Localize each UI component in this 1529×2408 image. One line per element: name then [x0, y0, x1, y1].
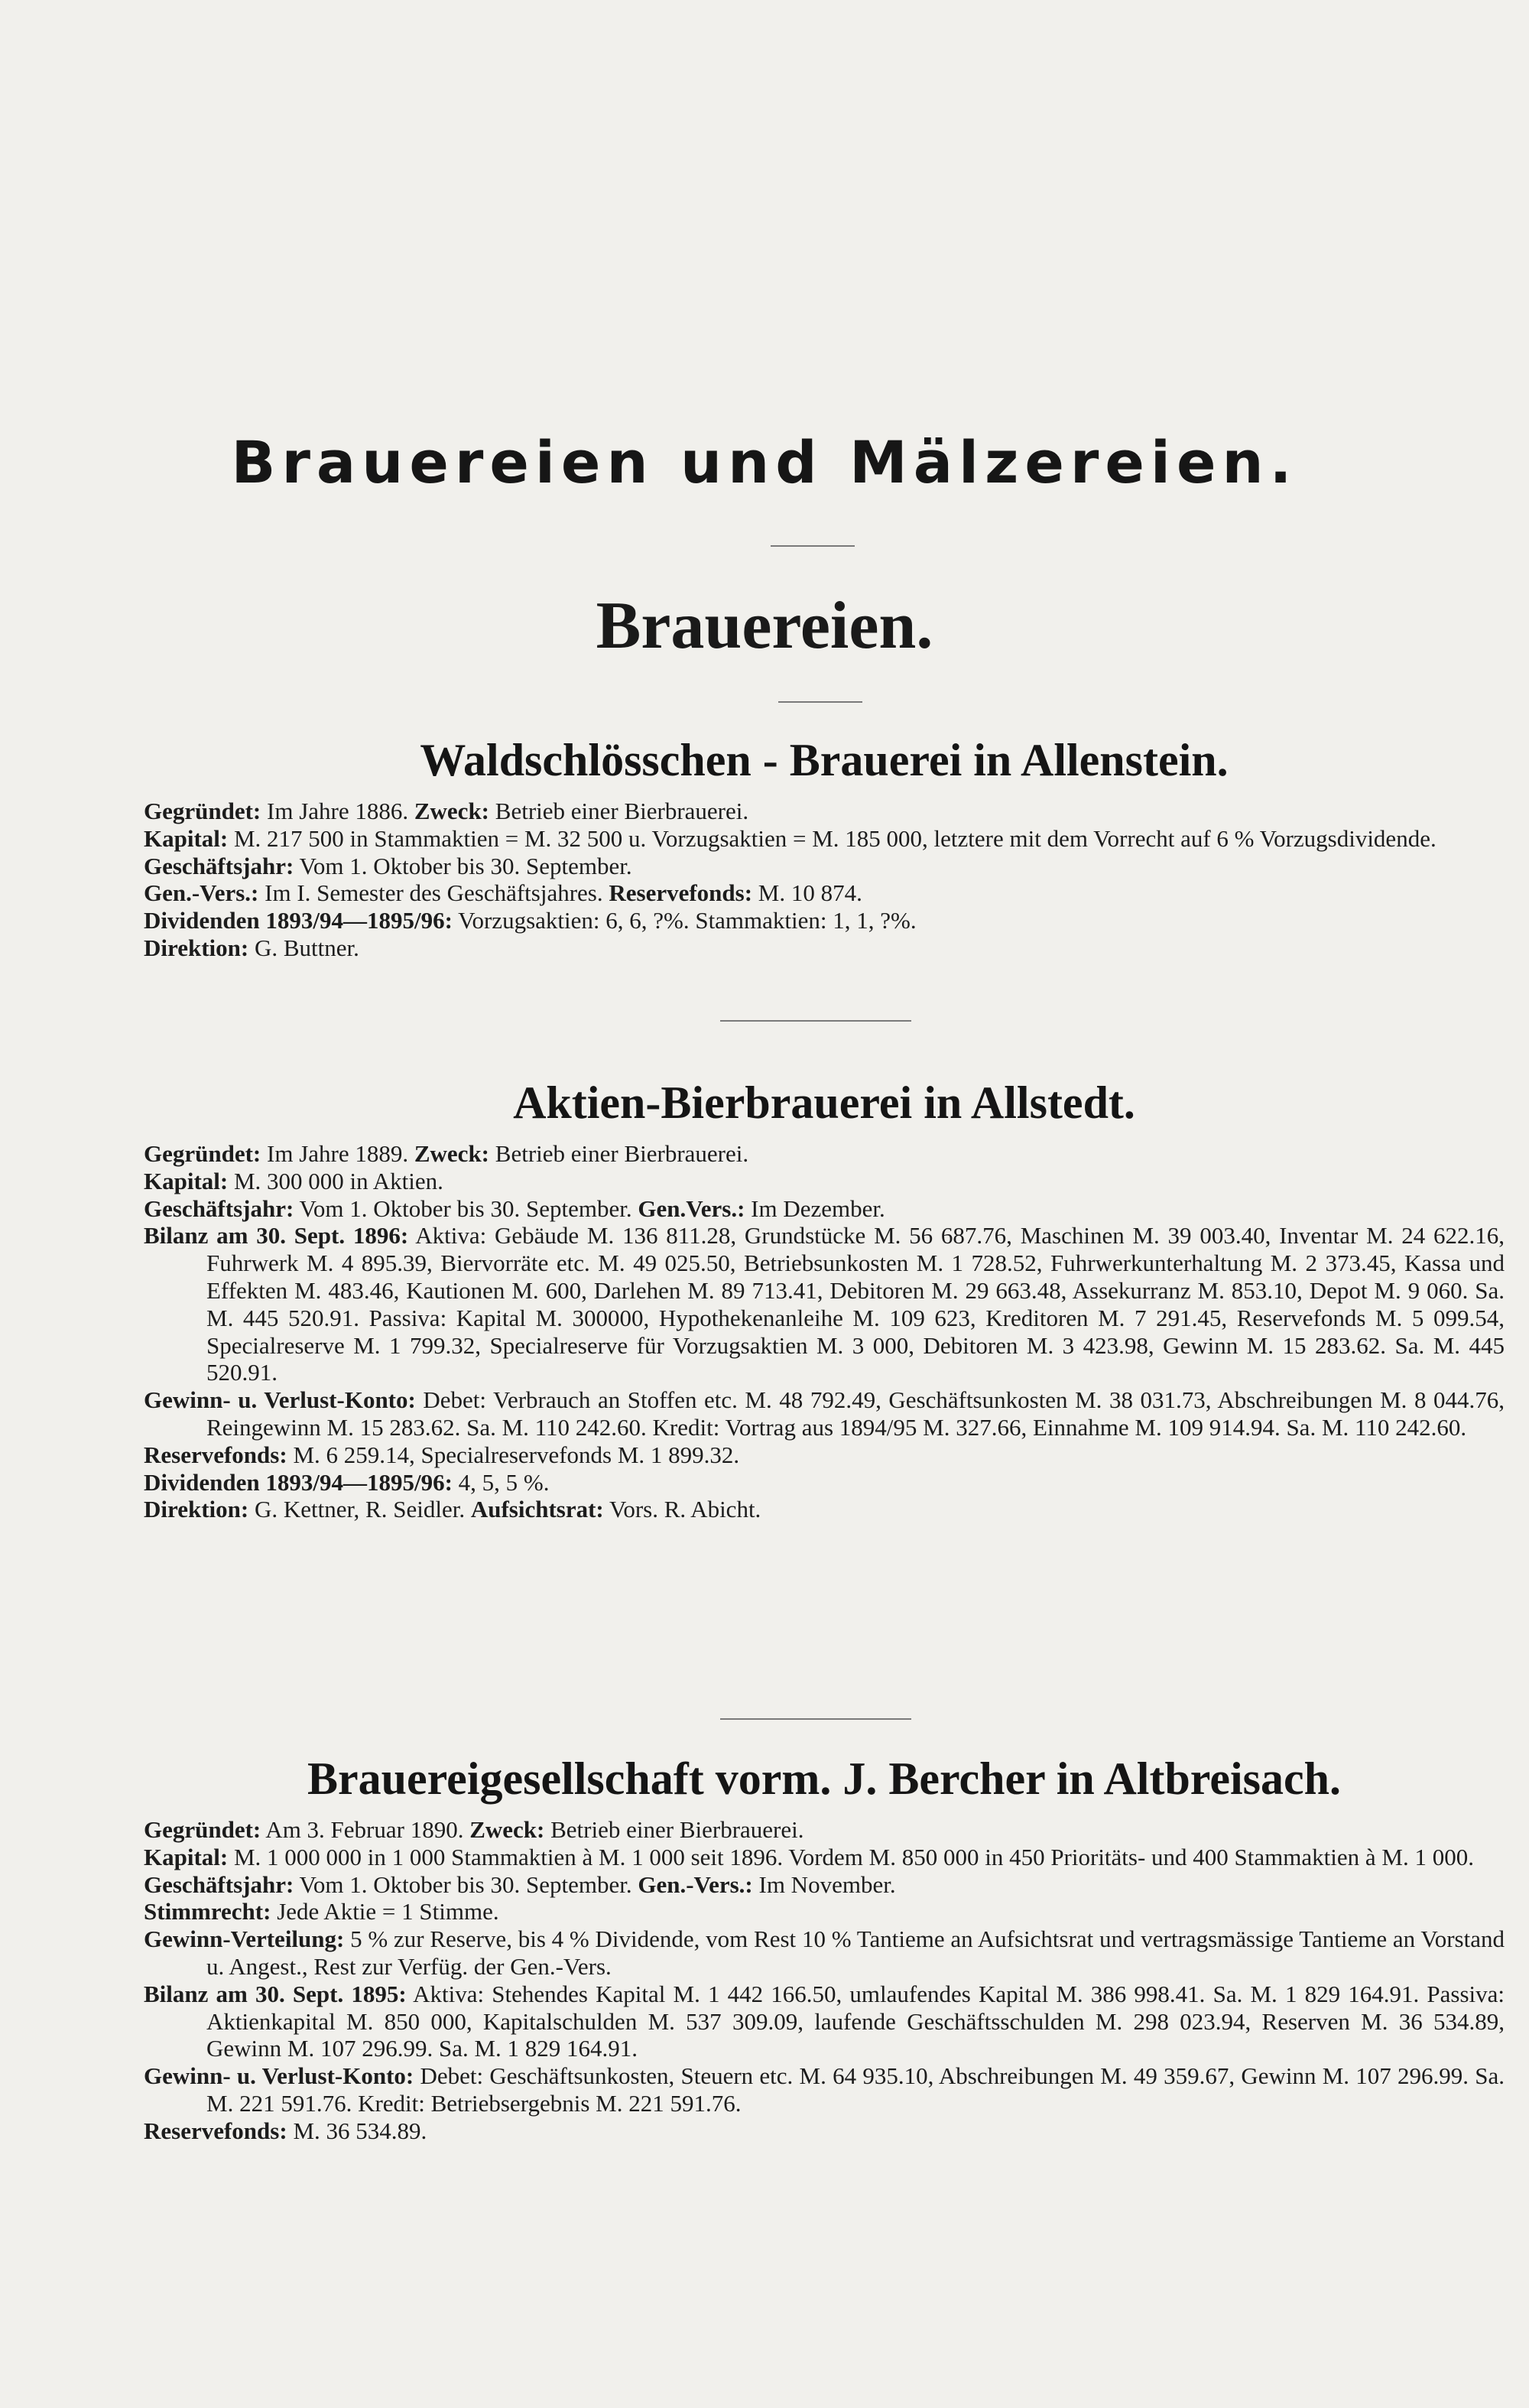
section-divider [720, 1718, 911, 1720]
entry-label: Direktion: [144, 934, 249, 961]
entry-label: Kapital: [144, 1167, 229, 1194]
entry-label: Geschäftsjahr: [144, 852, 294, 879]
entry-label: Stimmrecht: [144, 1898, 271, 1925]
company-title: Aktien-Bierbrauerei in Allstedt. [513, 1077, 1135, 1128]
entry-label: Bilanz am 30. Sept. 1896: [144, 1222, 409, 1249]
entry-paragraph [144, 2062, 1505, 2117]
entry-paragraph [144, 1195, 1505, 1223]
entry-paragraph [144, 1386, 1505, 1441]
company-section [144, 734, 1505, 962]
entry-paragraph [144, 1496, 1505, 1523]
entry-text: 4, 5, 5 %. [452, 1468, 550, 1496]
entry-label: Kapital: [144, 824, 229, 852]
entry-text: Vors. R. Abicht. [603, 1496, 761, 1523]
entry-text: Jede Aktie = 1 Stimme. [271, 1898, 499, 1925]
entry-label: Gen.-Vers.: [638, 1870, 753, 1898]
entry-paragraph [144, 2117, 1505, 2145]
entry-text: M. 6 259.14, Specialreservefonds M. 1 899.32. [287, 1441, 740, 1468]
entry-text: Debet: Verbrauch an Stoffen etc. M. 48 792.49, Geschäftsunkosten M. 38 031.73, Abschreibungen M. 8 044.76, Reingewinn M. 15 283.62. Sa. M. 110 242.60. Kredit: Vortrag aus 1894/95 M. 327.66, Einnahme M. 109 914.94. Sa. M. 110 242.60. [206, 1386, 1505, 1441]
entry-label: Gewinn-Verteilung: [144, 1925, 345, 1953]
entry-paragraph [144, 825, 1505, 853]
title-divider [771, 545, 855, 547]
entry-text: Betrieb einer Bierbrauerei. [489, 1140, 749, 1167]
entry-paragraph [144, 1816, 1505, 1844]
entry-label: Gegründet: [144, 1816, 261, 1843]
entries-list [144, 798, 1505, 962]
entry-paragraph [144, 1222, 1505, 1386]
entry-label: Gewinn- u. Verlust-Konto: [144, 2062, 414, 2090]
entry-text: 5 % zur Reserve, bis 4 % Dividende, vom Rest 10 % Tantieme an Aufsichtsrat und vertragsmässige Tantieme an Vorstand u. Angest., Rest zur Verfüg. der Gen.-Vers. [206, 1925, 1505, 1980]
entry-text: Debet: Geschäftsunkosten, Steuern etc. M. 64 935.10, Abschreibungen M. 49 359.67, Gewinn M. 107 296.99. Sa. M. 221 591.76. Kredit: Betriebsergebnis M. 221 591.76. [206, 2062, 1505, 2117]
entry-label: Zweck: [414, 1140, 490, 1167]
entry-paragraph [144, 1441, 1505, 1469]
entry-text: Vorzugsaktien: 6, 6, ?%. Stammaktien: 1, 1, ?%. [452, 907, 917, 934]
entry-text: Im Dezember. [745, 1194, 885, 1222]
entry-text: Vom 1. Oktober bis 30. September. [294, 1870, 638, 1898]
entry-text: Betrieb einer Bierbrauerei. [544, 1816, 804, 1843]
entry-text: Betrieb einer Bierbrauerei. [489, 798, 749, 824]
entry-paragraph [144, 1844, 1505, 1871]
entry-paragraph [144, 1871, 1505, 1899]
entry-label: Geschäftsjahr: [144, 1870, 294, 1898]
entry-text: M. 217 500 in Stammaktien = M. 32 500 u. Vorzugsaktien = M. 185 000, letztere mit dem Vorrecht auf 6 % Vorzugsdividende. [228, 824, 1436, 852]
entry-label: Gegründet: [144, 798, 261, 824]
entry-text: Aktiva: Stehendes Kapital M. 1 442 166.50, umlaufendes Kapital M. 386 998.41. Sa. M. 1 829 164.91. Passiva: Aktienkapital M. 850 000, Kapitalschulden M. 537 309.09, laufende Geschäftsschulden M. 298 023.94, Reserven M. 36 534.89, Gewinn M. 107 296.99. Sa. M. 1 829 164.91. [206, 1980, 1505, 2062]
entry-label: Dividenden 1893/94—1895/96: [144, 907, 453, 934]
entry-text: Im November. [752, 1870, 896, 1898]
entry-paragraph [144, 1898, 1505, 1925]
page-sub-title: Brauereien. [596, 589, 933, 663]
entry-text: Vom 1. Oktober bis 30. September. [294, 852, 632, 879]
entry-text: M. 36 534.89. [287, 2117, 427, 2144]
entry-text: Am 3. Februar 1890. [261, 1816, 470, 1843]
subtitle-divider [778, 701, 862, 703]
entry-label: Gen.Vers.: [638, 1194, 745, 1222]
entry-label: Bilanz am 30. Sept. 1895: [144, 1980, 407, 2007]
entries-list [144, 1816, 1505, 2145]
entry-label: Gegründet: [144, 1140, 261, 1167]
entry-text: G. Kettner, R. Seidler. [248, 1496, 471, 1523]
entry-label: Zweck: [469, 1816, 545, 1843]
company-section [144, 1077, 1505, 1523]
entry-text: M. 300 000 in Aktien. [228, 1167, 443, 1194]
entry-text: Aktiva: Gebäude M. 136 811.28, Grundstücke M. 56 687.76, Maschinen M. 39 003.40, Inventar M. 24 622.16, Fuhrwerk M. 4 895.39, Biervorräte etc. M. 49 025.50, Betriebsunkosten M. 1 728.52, Fuhrwerkunterhaltung M. 2 373.45, Kassa und Effekten M. 483.46, Kautionen M. 600, Darlehen M. 89 713.41, Debitoren M. 29 663.48, Assekurranz M. 853.10, Depot M. 9 060. Sa. M. 445 520.91. Passiva: Kapital M. 300000, Hypothekenanleihe M. 109 623, Kreditoren M. 7 291.45, Reservefonds M. 5 099.54, Specialreserve M. 1 799.32, Specialreserve für Vorzugsaktien M. 3 000, Debitoren M. 3 423.98, Gewinn M. 15 283.62. Sa. M. 445 520.91. [206, 1222, 1505, 1386]
entry-text: G. Buttner. [248, 934, 359, 961]
entry-paragraph [144, 1925, 1505, 1981]
entries-list [144, 1140, 1505, 1523]
entry-paragraph [144, 879, 1505, 907]
entry-paragraph [144, 853, 1505, 880]
entry-text: Vom 1. Oktober bis 30. September. [294, 1194, 638, 1222]
entry-label: Kapital: [144, 1843, 229, 1870]
entry-label: Aufsichtsrat: [470, 1496, 604, 1523]
entry-paragraph [144, 1469, 1505, 1496]
entry-label: Direktion: [144, 1496, 249, 1523]
entry-paragraph [144, 934, 1505, 962]
entry-text: Im I. Semester des Geschäftsjahres. [258, 879, 609, 907]
entry-paragraph [144, 1168, 1505, 1195]
entry-paragraph [144, 798, 1505, 825]
entry-text: Im Jahre 1886. [261, 798, 414, 824]
entry-text: M. 1 000 000 in 1 000 Stammaktien à M. 1 000 seit 1896. Vordem M. 850 000 in 450 Prioritäts- und 400 Stammaktien à M. 1 000. [228, 1843, 1474, 1870]
entry-label: Gewinn- u. Verlust-Konto: [144, 1386, 416, 1414]
entry-text: Im Jahre 1889. [261, 1140, 414, 1167]
company-section [144, 1753, 1505, 2145]
entry-label: Gen.-Vers.: [144, 879, 259, 907]
company-title: Waldschlösschen - Brauerei in Allenstein. [420, 735, 1229, 785]
entry-label: Dividenden 1893/94—1895/96: [144, 1468, 453, 1496]
entry-label: Reservefonds: [144, 2117, 287, 2144]
entry-paragraph [144, 1140, 1505, 1168]
entry-label: Geschäftsjahr: [144, 1194, 294, 1222]
entry-label: Reservefonds: [144, 1441, 287, 1468]
entry-paragraph [144, 907, 1505, 934]
entry-label: Zweck: [414, 798, 490, 824]
page-main-title: Brauereien und Mälzereien. [231, 428, 1298, 496]
entry-text: M. 10 874. [752, 879, 862, 907]
entry-paragraph [144, 1981, 1505, 2062]
section-divider [720, 1020, 911, 1022]
company-title: Brauereigesellschaft vorm. J. Bercher in Altbreisach. [307, 1753, 1342, 1804]
entry-label: Reservefonds: [609, 879, 753, 907]
